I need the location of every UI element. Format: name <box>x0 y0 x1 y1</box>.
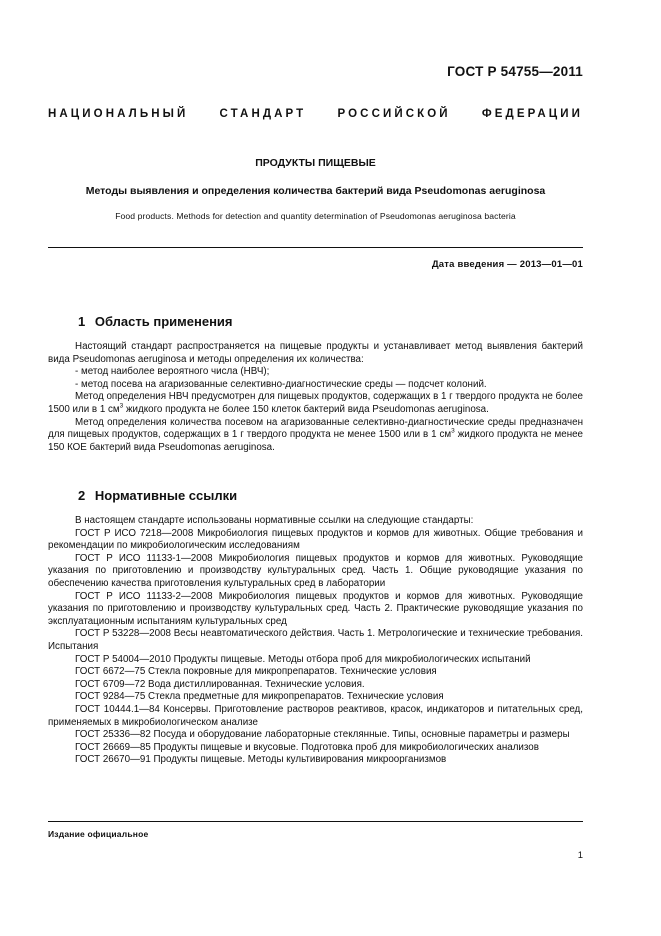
standard-name: НАЦИОНАЛЬНЫЙ СТАНДАРТ РОССИЙСКОЙ ФЕДЕРАЦИИ <box>48 108 583 120</box>
section-2-title: Нормативные ссылки <box>94 488 238 503</box>
mpn-method-paragraph <box>48 391 583 416</box>
section-1-title: Область применения <box>94 314 233 329</box>
reference-item: ГОСТ Р ИСО 11133-2—2008 Микробиология пищевых продуктов и кормов для животных. Руководящие указания по приготовлению и производству культуральных сред. Часть 2. Практические руководящие указания по эксплуатационным испытаниям культуральных сред <box>48 590 583 627</box>
mpn-text-part: Метод определения НВЧ предусмотрен для пищевых продуктов, содержащих в 1 г твердого продукта не более 1500 или в 1 см <box>48 391 583 415</box>
superscript: 3 <box>451 427 455 435</box>
document-title: ПРОДУКТЫ ПИЩЕВЫЕ <box>255 157 376 169</box>
section-2-heading <box>78 488 237 503</box>
document-code: ГОСТ Р 54755—2011 <box>447 64 583 79</box>
reference-item: ГОСТ Р 54004—2010 Продукты пищевые. Методы отбора проб для микробиологических испытаний <box>75 653 531 665</box>
section-1-heading <box>78 314 233 329</box>
reference-item: ГОСТ 10444.1—84 Консервы. Приготовление растворов реактивов, красок, индикаторов и питательных сред, применяемых в микробиологическом анализе <box>48 703 583 728</box>
page-number: 1 <box>577 850 583 861</box>
reference-item: ГОСТ Р 53228—2008 Весы неавтоматического действия. Часть 1. Метрологические и технические требования. Испытания <box>48 628 583 652</box>
reference-item: ГОСТ 9284—75 Стекла предметные для микропрепаратов. Технические условия <box>75 691 444 703</box>
footer-divider <box>48 821 583 822</box>
reference-item: ГОСТ 6709—72 Вода дистиллированная. Технические условия. <box>75 678 365 690</box>
reference-item: ГОСТ 25336—82 Посуда и оборудование лабораторные стеклянные. Типы, основные параметры и размеры <box>75 729 570 741</box>
scope-list-item: - метод посева на агаризованные селективно-диагностические среды — подсчет колоний. <box>75 378 487 390</box>
section-2-number: 2 <box>78 488 86 503</box>
reference-item: ГОСТ 6672—75 Стекла покровные для микропрепаратов. Технические условия <box>75 666 437 678</box>
introduction-date: Дата введения — 2013—01—01 <box>431 259 583 270</box>
reference-item: ГОСТ Р ИСО 7218—2008 Микробиология пищевых продуктов и кормов для животных. Общие требования и рекомендации по микробиологическим исследованиям <box>48 527 583 552</box>
section-1-number: 1 <box>78 314 86 329</box>
scope-paragraph: Настоящий стандарт распространяется на пищевые продукты и устанавливает метод выявления бактерий вида Pseudomonas aeruginosa и методы определения их количества: <box>48 341 583 365</box>
scope-list-item: - метод наиболее вероятного числа (НВЧ); <box>75 366 270 378</box>
section-1-body <box>48 341 583 454</box>
references-intro: В настоящем стандарте использованы нормативные ссылки на следующие стандарты: <box>75 515 474 526</box>
plate-text-part: Метод определения количества посевом на агаризованные селективно-диагностические среды предназначен для пищевых продуктов, содержащих в 1 г твердого продукта не менее 1500 или в 1 см <box>48 416 583 441</box>
document-subtitle: Методы выявления и определения количества бактерий вида Pseudomonas aeruginosa <box>85 185 546 197</box>
reference-item: ГОСТ Р ИСО 11133-1—2008 Микробиология пищевых продуктов и кормов для животных. Руководящие указания по приготовлению и производству культуральных сред. Часть 1. Общие руководящие указания по обеспечению качества приготовления культуральных сред в лаборатории <box>48 552 583 589</box>
plate-text-part: жидкого продукта не менее 150 КОЕ бактерий вида Pseudomonas aeruginosa. <box>48 429 583 453</box>
superscript: 3 <box>119 402 124 410</box>
title-divider <box>48 247 583 248</box>
mpn-text-part: жидкого продукта не более 150 клеток бактерий вида Pseudomonas aeruginosa. <box>123 403 489 415</box>
reference-item: ГОСТ 26670—91 Продукты пищевые. Методы культивирования микроорганизмов <box>75 754 447 766</box>
document-title-english: Food products. Methods for detection and quantity determination of Pseudomonas aeruginosa bacteria <box>115 211 516 221</box>
section-2-body <box>48 515 583 767</box>
official-edition-label: Издание официальное <box>48 829 149 839</box>
reference-item: ГОСТ 26669—85 Продукты пищевые и вкусовые. Подготовка проб для микробиологических анализов <box>75 741 539 753</box>
plate-method-paragraph <box>48 417 583 455</box>
